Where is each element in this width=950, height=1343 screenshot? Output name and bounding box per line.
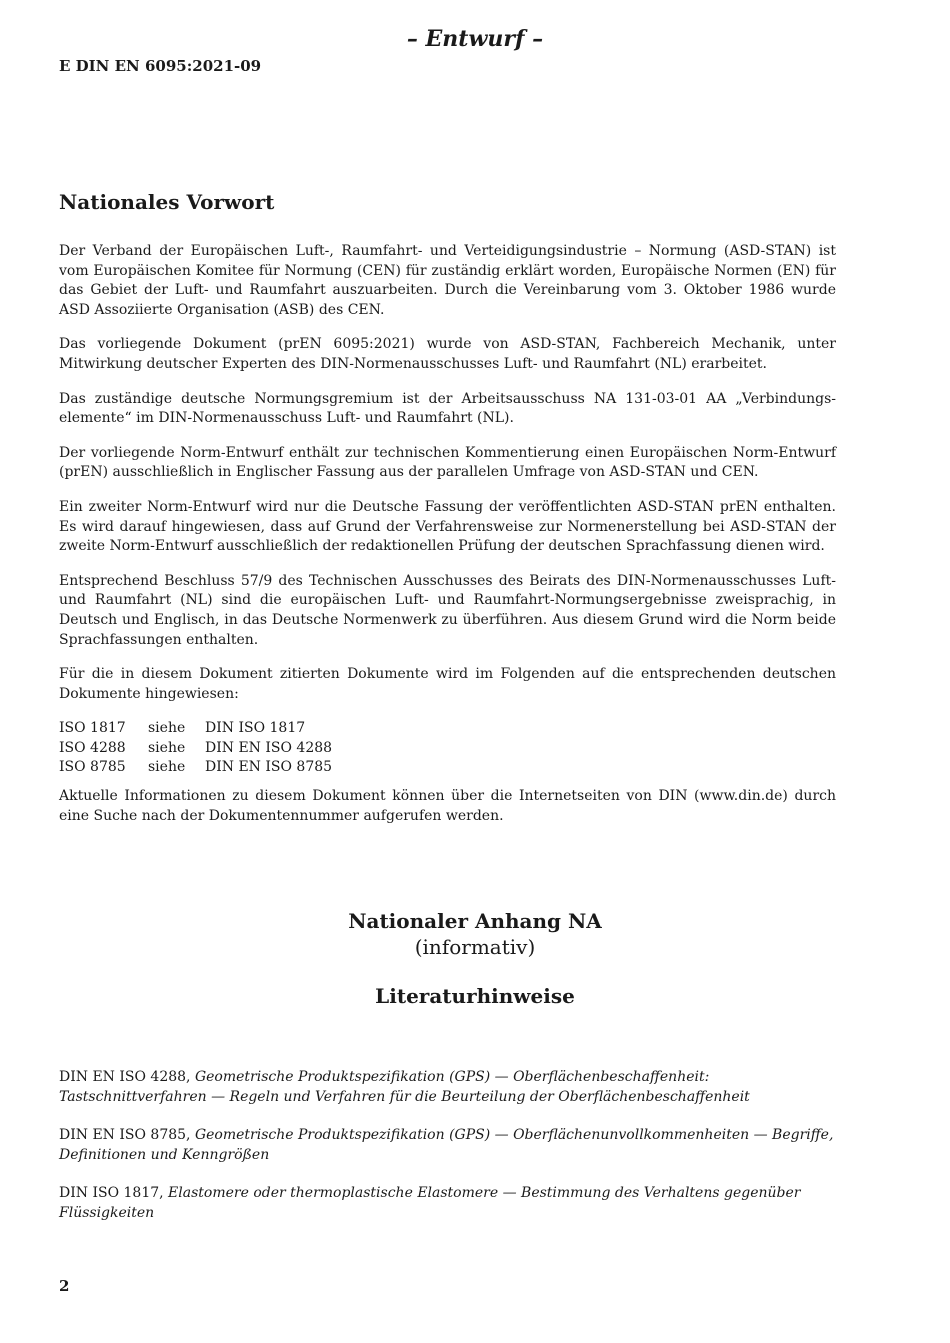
reference-iso: ISO 8785: [59, 759, 126, 776]
bibliography-title: Literaturhinweise: [375, 984, 575, 1008]
foreword-paragraph: Das vorliegende Dokument (prEN 6095:2021) wurde von ASD-STAN, Fachbereich Mechanik, unter Mitwirkung deutscher Experten des DIN-Normenausschusses Luft- und Raumfahrt (NL) erarbeitet.: [59, 336, 836, 372]
reference-row: [59, 758, 332, 778]
foreword-closing: Aktuelle Informationen zu diesem Dokument können über die Internetseiten von DIN (www.din.de) durch eine Suche nach der Dokumentennummer aufgerufen werden.: [59, 788, 836, 824]
annex-subtitle: (informativ): [414, 935, 536, 959]
reference-see: siehe: [148, 720, 186, 737]
bibliography-title-text: Elastomere oder thermoplastische Elastomere — Bestimmung des Verhaltens gegenüber Flüssigkeiten: [59, 1185, 801, 1221]
annex-title: Nationaler Anhang NA: [348, 909, 602, 933]
reference-din: DIN EN ISO 4288: [205, 739, 333, 756]
foreword-paragraph: Der vorliegende Norm-Entwurf enthält zur technischen Kommentierung einen Europäischen Norm-Entwurf (prEN) ausschließlich in Englischer Fassung aus der parallelen Umfrage von ASD-STAN und CEN.: [59, 444, 836, 481]
reference-din: DIN ISO 1817: [205, 720, 306, 737]
bibliography-code: DIN EN ISO 8785,: [59, 1127, 195, 1144]
reference-iso: ISO 4288: [59, 739, 126, 756]
reference-din: DIN EN ISO 8785: [205, 759, 333, 776]
page-number: 2: [59, 1277, 70, 1295]
annex-heading: [0, 908, 950, 1009]
foreword-title: Nationales Vorwort: [59, 190, 275, 214]
reference-iso: ISO 1817: [59, 720, 126, 737]
foreword-paragraph: Für die in diesem Dokument zitierten Dokumente wird im Folgenden auf die entsprechenden deutschen Dokumente hingewiesen:: [59, 666, 836, 702]
reference-row: [59, 739, 332, 759]
bibliography-list: [59, 1068, 836, 1243]
bibliography-entry: [59, 1184, 836, 1223]
foreword-paragraph: Der Verband der Europäischen Luft-, Raumfahrt- und Verteidigungsindustrie – Normung (ASD-STAN) ist vom Europäischen Komitee für Normung (CEN) für zuständig erklärt worden, Europäische Normen (EN) für das Gebiet der Luft- und Raumfahrt auszuarbeiten. Durch die Vereinbarung vom 3. Oktober 1986 wurde ASD Assoziierte Organisation (ASB) des CEN.: [59, 243, 836, 318]
bibliography-title-text: Geometrische Produktspezifikation (GPS) — Oberflächenbeschaffenheit: Tastschnittverfahren — Regeln und Verfahren für die Beurteilung der Oberflächenbeschaffenheit: [59, 1069, 750, 1105]
foreword-paragraph: Entsprechend Beschluss 57/9 des Technischen Ausschusses des Beirats des DIN-Normenausschusses Luft- und Raumfahrt (NL) sind die europäischen Luft- und Raumfahrt-Normungsergebnisse zweisprachig, in Deutsch und Englisch, in das Deutsche Normenwerk zu überführen. Aus diesem Grund wird die Norm beide Sprachfassungen enthalten.: [59, 572, 836, 648]
draft-mark: – Entwurf –: [406, 26, 544, 52]
foreword-body: [59, 242, 836, 841]
bibliography-code: DIN ISO 1817,: [59, 1185, 169, 1202]
bibliography-entry: [59, 1126, 836, 1165]
reference-see: siehe: [148, 759, 186, 776]
bibliography-entry: [59, 1068, 836, 1107]
reference-see: siehe: [148, 739, 186, 756]
foreword-paragraph: Ein zweiter Norm-Entwurf wird nur die Deutsche Fassung der veröffentlichten ASD-STAN prEN enthalten. Es wird darauf hingewiesen, dass auf Grund der Verfahrensweise zur Normenerstellung bei ASD-STAN der zweite Norm-Entwurf ausschließlich der redaktionellen Prüfung der deutschen Sprachfassung dienen wird.: [59, 498, 836, 555]
reference-table: [59, 719, 332, 778]
bibliography-code: DIN EN ISO 4288,: [59, 1069, 195, 1085]
document-id: E DIN EN 6095:2021-09: [59, 57, 262, 75]
foreword-paragraph: Das zuständige deutsche Normungsgremium ist der Arbeitsausschuss NA 131-03-01 AA „Verbindungs-elemente“ im DIN-Normenausschuss Luft- und Raumfahrt (NL).: [59, 390, 836, 427]
reference-row: [59, 719, 332, 739]
bibliography-title-text: Geometrische Produktspezifikation (GPS) — Oberflächenunvollkommenheiten — Begriffe, Definitionen und Kenngrößen: [59, 1127, 834, 1163]
